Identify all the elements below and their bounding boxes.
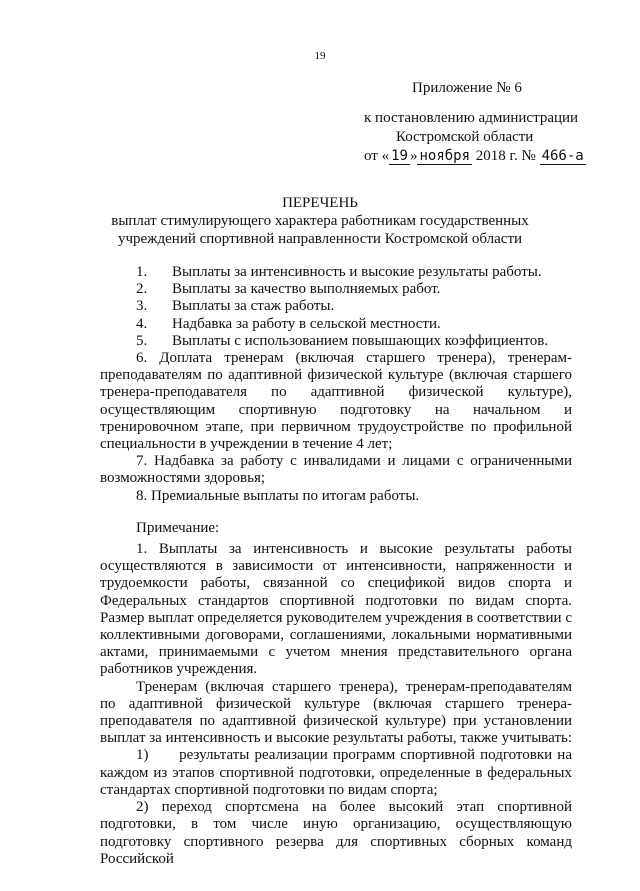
document-subtitle: выплат стимулирующего характера работникам государственных учреждений спортивной направленности Костромской области	[111, 213, 529, 247]
note-heading: Примечание:	[136, 519, 220, 536]
list-item: 1. Выплаты за интенсивность и высокие результаты работы.	[136, 264, 542, 280]
page-number: 19	[314, 50, 326, 62]
decree-line-2: Костромской области	[396, 129, 534, 145]
decree-line-1: к постановлению администрации	[364, 110, 579, 126]
date-mid: »	[409, 148, 418, 164]
date-prefix: от «	[364, 148, 390, 164]
item-7: 7. Надбавка за работу с инвалидами и лицами с ограниченными возможностями здоровья;	[100, 453, 572, 487]
document-title: ПЕРЕЧЕНЬ	[282, 195, 358, 211]
note-sub-1: 1) результаты реализации программ спортивной подготовки на каждом из этапов спортивной подготовки, определенные в федеральных стандартах спортивной подготовки по видам спорта;	[100, 747, 576, 798]
document-body	[100, 264, 576, 868]
item-8: 8. Премиальные выплаты по итогам работы.	[136, 487, 420, 504]
decree-reference	[364, 109, 594, 166]
list-item: 5. Выплаты с использованием повышающих коэффициентов.	[136, 332, 549, 349]
list-item: 2. Выплаты за качество выполняемых работ.	[136, 281, 441, 298]
handwritten-day: 19	[391, 148, 408, 164]
list-item: 4. Надбавка за работу в сельской местности.	[136, 315, 441, 332]
item-6: 6. Доплата тренерам (включая старшего тренера), тренерам-преподавателям по адаптивной физической культуре (включая старшего тренера-преподавателя по адаптивной физической культуре), осуществляющим спортивную подготовку на начальном и тренировочном этапе, при первичном трудоустройстве по профильной специальности в учреждении в течение 4 лет;	[100, 350, 572, 453]
note-sub-2: 2) переход спортсмена на более высокий этап спортивной подготовки, в том числе иную организацию, осуществляющую подготовку спортивного резерва для спортивных сборных команд Российской	[100, 799, 572, 867]
note-1: 1. Выплаты за интенсивность и высокие результаты работы осуществляются в зависимости от интенсивности, напряженности и трудоемкости работы, связанной со спецификой видов спорта и Федеральных стандартов спортивной подготовки по видам спорта. Размер выплат определяется руководителем учреждения в соответствии с коллективными договорами, соглашениями, локальными нормативными актами, принимаемыми с учетом мнения представительного органа работников учреждения.	[100, 541, 572, 678]
handwritten-month: ноября	[419, 148, 471, 164]
date-year: 2018 г. №	[472, 148, 540, 164]
list-item: 3. Выплаты за стаж работы.	[136, 298, 335, 315]
appendix-heading: Приложение № 6	[412, 80, 522, 96]
note-2: Тренерам (включая старшего тренера), тренерам-преподавателям по адаптивной физической культуре (включая старшего тренера-преподавателя по адаптивной физической культуре) при установлении выплат за интенсивность и высокие результаты работы, также учитывать:	[100, 678, 573, 747]
decree-date-line	[364, 147, 594, 166]
handwritten-number: 466-а	[541, 148, 584, 164]
